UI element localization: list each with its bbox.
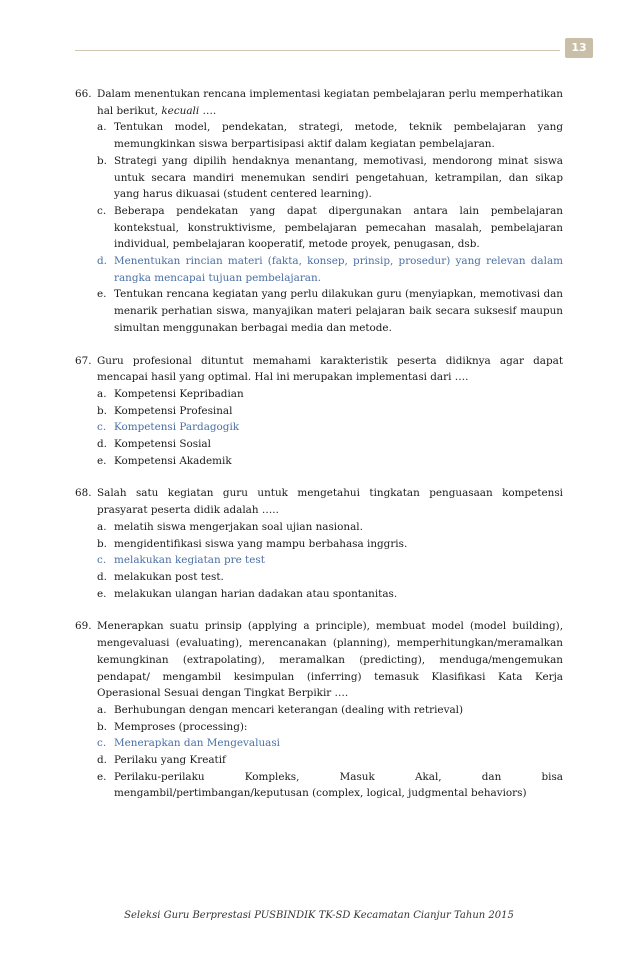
option-letter: c. [97, 204, 107, 217]
answer-option [97, 419, 563, 436]
option-item [97, 436, 563, 453]
option-letter: d. [97, 754, 107, 767]
question-number: 68. [75, 487, 92, 500]
option-item [97, 702, 563, 719]
option-item [97, 286, 563, 336]
option-text: mengidentifikasi siswa yang mampu berbahasa inggris. [114, 537, 408, 550]
answer-option [97, 552, 563, 569]
question-text: Guru profesional dituntut memahami karakteristik peserta didiknya agar dapat mencapai hasil yang optimal. Hal ini merupakan implementasi dari …. [97, 354, 563, 384]
option-text: Kompetensi Sosial [114, 438, 211, 451]
option-letter: a. [97, 520, 107, 533]
option-letter: a. [97, 121, 107, 134]
option-letter: d. [97, 570, 107, 583]
option-item [97, 752, 563, 769]
answer-option [97, 253, 563, 286]
option-letter: e. [97, 587, 107, 600]
option-text: Berhubungan dengan mencari keterangan (dealing with retrieval) [114, 703, 464, 716]
option-text: Tentukan rencana kegiatan yang perlu dilakukan guru (menyiapkan, memotivasi dan menarik perhatian siswa, manyajikan materi pelajaran baik secara suksesif maupun simultan menggunakan berbagai media dan metode. [114, 288, 563, 334]
question-number: 69. [75, 620, 92, 633]
option-text: Tentukan model, pendekatan, strategi, metode, teknik pembelajaran yang memungkinkan siswa berpartisipasi aktif dalam kegiatan pembelajaran. [114, 121, 563, 151]
option-text: Menentukan rincian materi (fakta, konsep, prinsip, prosedur) yang relevan dalam rangka mencapai tujuan pembelajaran. [114, 255, 563, 284]
option-text: Kompetensi Akademik [114, 454, 232, 467]
option-text: Strategi yang dipilih hendaknya menantang, memotivasi, mendorong minat siswa untuk secara mandiri menemukan sendiri pengetahuan, ketrampilan, dan sikap yang harus dikuasai (student centered learning). [114, 154, 563, 201]
page-header [0, 36, 638, 58]
option-letter: e. [97, 288, 107, 301]
option-letter: c. [97, 421, 107, 434]
option-text: Menerapkan dan Mengevaluasi [114, 737, 280, 750]
option-text: melakukan kegiatan pre test [114, 554, 265, 567]
option-letter: e. [97, 770, 107, 783]
option-item [97, 519, 563, 536]
option-item [97, 153, 563, 203]
option-letter: b. [97, 537, 107, 550]
question-item [75, 86, 563, 337]
option-item [97, 569, 563, 586]
option-letter: c. [97, 554, 107, 567]
option-text: Kompetensi Profesinal [114, 404, 233, 417]
page-footer: Seleksi Guru Berprestasi PUSBINDIK TK-SD Kecamatan Cianjur Tahun 2015 [124, 910, 514, 921]
option-item [97, 769, 563, 802]
option-letter: a. [97, 387, 107, 400]
option-text: Memproses (processing): [114, 720, 248, 733]
question-emphasis: kecuali [161, 104, 200, 117]
question-item [75, 353, 563, 470]
option-text: Kompetensi Kepribadian [114, 387, 244, 400]
page-number-badge: 13 [565, 38, 593, 58]
header-divider [75, 50, 560, 51]
option-letter: c. [97, 737, 107, 750]
question-list [75, 86, 563, 818]
question-text: Menerapkan suatu prinsip (applying a principle), membuat model (model building), mengevaluasi (evaluating), merencanakan (planning), memperhitungkan/meramalkan kemungkinan (extrapolating), meramalkan (predicting), menduga/mengemukan pendapat/ mengambil kesimpulan (inferring) temasuk Klasifikasi Kata Kerja Operasional Sesuai dengan Tingkat Berpikir …. [97, 620, 563, 700]
option-text: melakukan ulangan harian dadakan atau spontanitas. [114, 587, 398, 600]
question-number: 67. [75, 354, 92, 367]
option-text: Perilaku-perilaku Kompleks, Masuk Akal, dan bisa mengambil/pertimbangan/keputusan (complex, logical, judgmental behaviors) [114, 770, 563, 800]
question-item [75, 485, 563, 602]
option-text: Beberapa pendekatan yang dapat dipergunakan antara lain pembelajaran kontekstual, konstruktivisme, pembelajaran pemecahan masalah, pembelajaran individual, pembelajaran kooperatif, metode proyek, penugasan, dsb. [114, 204, 563, 251]
option-item [97, 386, 563, 403]
answer-option [97, 735, 563, 752]
option-item [97, 203, 563, 253]
option-letter: a. [97, 703, 107, 716]
option-letter: d. [97, 438, 107, 451]
option-letter: d. [97, 255, 107, 268]
option-text: Perilaku yang Kreatif [114, 754, 226, 767]
option-letter: b. [97, 720, 107, 733]
question-text: Salah satu kegiatan guru untuk mengetahui tingkatan penguasaan kompetensi prasyarat peserta didik adalah ….. [97, 487, 563, 517]
option-item [97, 586, 563, 603]
option-text: Kompetensi Pardagogik [114, 421, 240, 434]
option-item [97, 453, 563, 470]
option-item [97, 719, 563, 736]
option-letter: b. [97, 404, 107, 417]
option-letter: e. [97, 454, 107, 467]
question-text: Dalam menentukan rencana implementasi kegiatan pembelajaran perlu memperhatikan hal berikut, kecuali …. [97, 88, 563, 117]
option-item [97, 403, 563, 420]
option-letter: b. [97, 154, 107, 167]
question-number: 66. [75, 88, 92, 100]
option-item [97, 119, 563, 152]
option-text: melakukan post test. [114, 570, 224, 583]
option-item [97, 536, 563, 553]
option-text: melatih siswa mengerjakan soal ujian nasional. [114, 520, 363, 533]
question-item [75, 618, 563, 802]
